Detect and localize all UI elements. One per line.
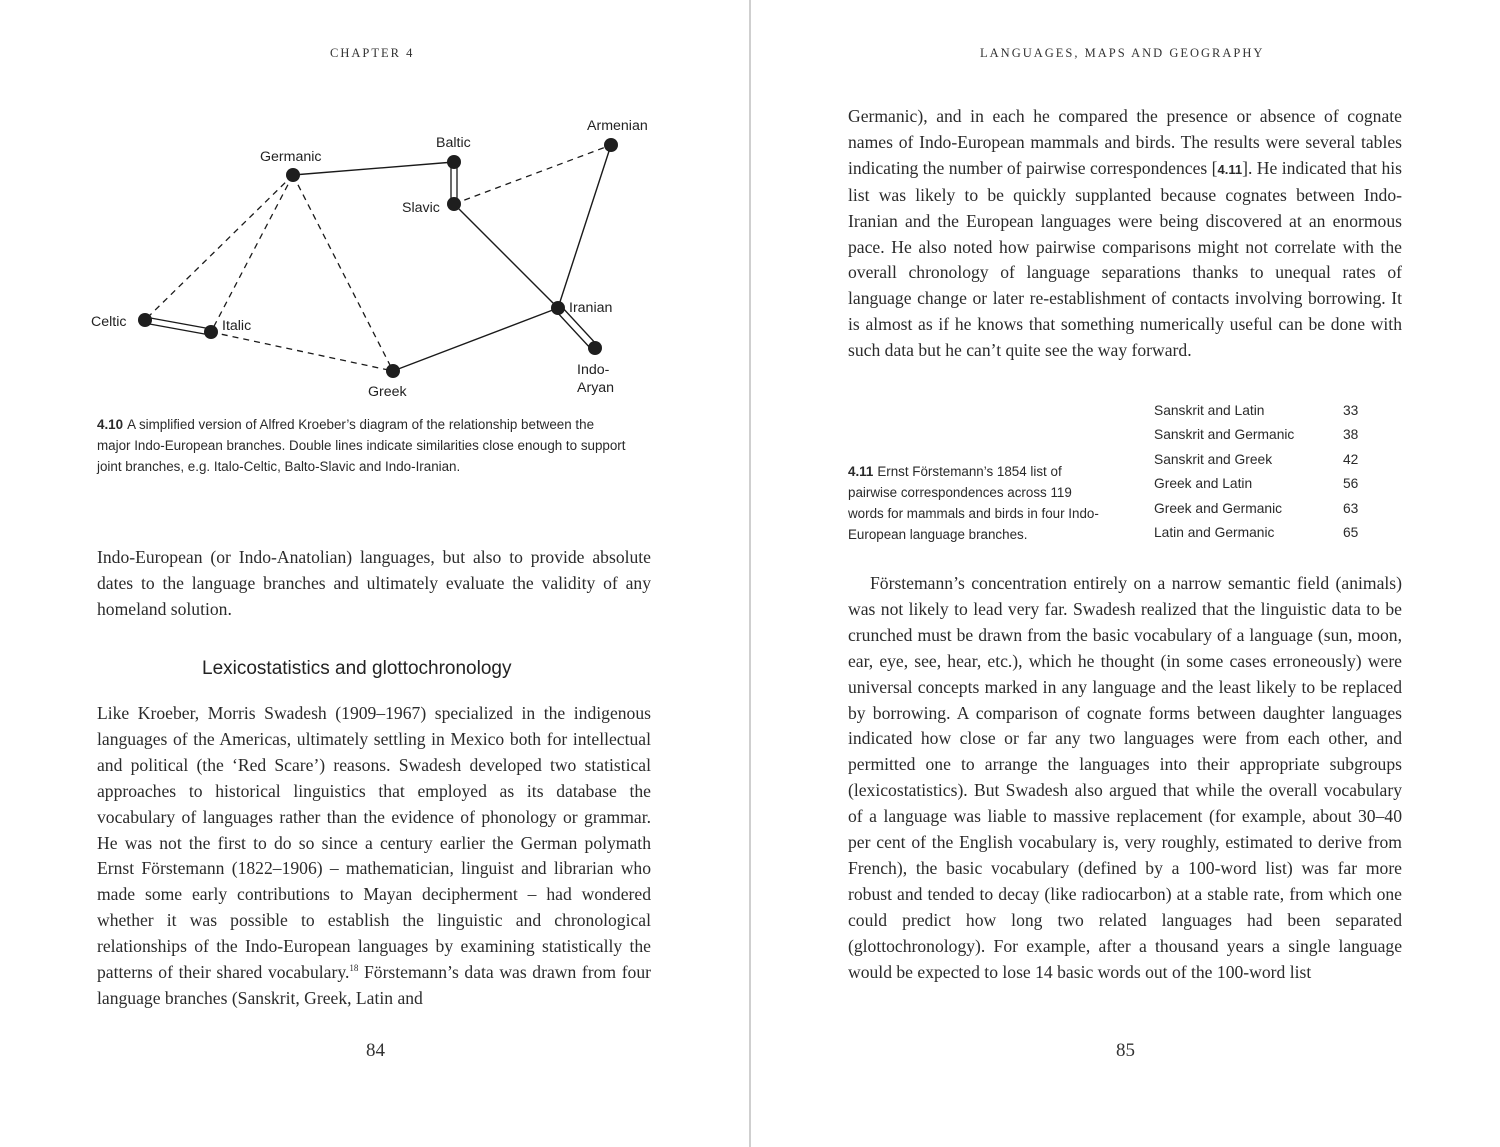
table-row: [1154, 423, 1373, 448]
paragraph-text-part: Förstemann’s data was drawn from four language branches (Sanskrit, Greek, Latin and: [97, 962, 651, 1008]
correspondence-table: [1154, 398, 1373, 545]
label-indo-aryan-2: Aryan: [577, 380, 615, 396]
paragraph-text: Indo-European (or Indo-Anatolian) languages, but also to provide absolute dates to the language branches and ultimately evaluate the validity of any homeland solution.: [97, 547, 651, 619]
node-indo-aryan: [588, 341, 602, 355]
table-cell-count: 56: [1343, 476, 1359, 492]
figure-caption-text: Ernst Förstemann’s 1854 list of pairwise correspondences across 119 words for mammals and birds in four Indo-European language branches.: [848, 464, 1099, 542]
label-slavic: Slavic: [402, 200, 440, 216]
table-cell-count: 33: [1343, 402, 1359, 418]
left-page: [0, 0, 749, 1147]
node-celtic: [138, 313, 152, 327]
node-iranian: [551, 301, 565, 315]
figure-number: 4.11: [848, 464, 874, 479]
running-head: LANGUAGES, MAPS AND GEOGRAPHY: [980, 46, 1265, 60]
paragraph-text: Förstemann’s concentration entirely on a narrow semantic field (animals) was not likely to lead very far. Swadesh realized that the linguistic data to be crunched must be drawn from the basic vocabulary of a language (sun, moon, ear, eye, see, hear, etc.), which he thought (in some cases erroneously) were universal concepts marked in any language and the least likely to be replaced by borrowing. A comparison of cognate forms between daughter languages indicated how close or far any two languages were from each other, and permitted one to arrange the languages into their appropriate subgroups (lexicostatistics). But Swadesh also argued that while the overall vocabulary of a language was liable to massive replacement (for example, about 30–40 per cent of the English vocabulary is, very roughly, estimated to derive from French), the basic vocabulary (defined by a 100-word list) was far more robust and tended to decay (like radiocarbon) at a stable rate, from which one could predict how long two related languages had been separated (glottochronology). For example, after a thousand years a single language would be expected to lose 14 basic words out of the 100-word list: [848, 573, 1402, 982]
paragraph: [97, 701, 651, 1012]
table-cell-pair: Latin and Germanic: [1154, 525, 1275, 541]
table-cell-pair: Sanskrit and Greek: [1154, 451, 1273, 467]
node-greek: [386, 364, 400, 378]
link-slavic-armenian: [454, 145, 611, 204]
link-celtic-italic-b: [144, 323, 210, 335]
table-row: [1154, 496, 1373, 521]
node-slavic: [447, 197, 461, 211]
figure-caption-text: A simplified version of Alfred Kroeber’s diagram of the relationship between the major Indo-European branches. Double lines indicate similarities close enough to support joint branches, e.g. Italo-Celtic, Balto-Slavic and Indo-Iranian.: [97, 417, 626, 474]
node-armenian: [604, 138, 618, 152]
label-armenian: Armenian: [587, 118, 648, 134]
node-italic: [204, 325, 218, 339]
link-germanic-italic: [211, 175, 293, 332]
paragraph: [97, 545, 651, 623]
table-cell-count: 63: [1343, 500, 1359, 516]
table-cell-pair: Greek and Germanic: [1154, 500, 1283, 516]
footnote-reference: 18: [349, 963, 359, 974]
label-italic: Italic: [222, 318, 252, 334]
link-iranian-greek: [393, 308, 558, 371]
table-row: [1154, 521, 1373, 546]
figure-reference: 4.11: [1217, 161, 1243, 177]
section-heading: Lexicostatistics and glottochronology: [202, 658, 512, 679]
paragraph-text-part: Germanic), and in each he compared the presence or absence of cognate names of Indo-European mammals and birds. The results were several tables indicating the number of pairwise correspondences [: [848, 106, 1402, 178]
link-italic-greek: [211, 332, 393, 371]
paragraph-text-part: Like Kroeber, Morris Swadesh (1909–1967) specialized in the indigenous languages of the Americas, ultimately settling in Mexico both for intellectual and political (the ‘Red Scare’) reasons. Swadesh developed two statistical approaches to historical linguistics that employed as its database the vocabulary of languages rather than the evidence of phonology or grammar. He was not the first to do so since a century earlier the German polymath Ernst Förstemann (1822–1906) – mathematician, linguist and librarian who made some early contributions to Mayan decipherment – had wondered whether it was possible to establish the linguistic and chronological relationships of the Indo-European languages by examining statistically the patterns of their shared vocabulary.: [97, 703, 651, 983]
link-germanic-celtic: [145, 175, 293, 320]
node-germanic: [286, 168, 300, 182]
table-cell-pair: Greek and Latin: [1154, 476, 1253, 492]
running-head: CHAPTER 4: [330, 46, 415, 60]
label-iranian: Iranian: [569, 300, 613, 316]
label-germanic: Germanic: [260, 149, 322, 165]
paragraph: [848, 104, 1402, 364]
paragraph-text-part: ]. He indicated that his list was likely to be quickly supplanted because cognates between Indo-Iranian and the European languages were being discovered at an enormous pace. He also noted how pairwise comparisons might not correlate with the overall chronology of language separations thanks to unequal rates of language change or later re-establishment of contacts involving borrowing. It is almost as if he knows that something numerically useful can be done with such data but he can’t quite see the way forward.: [848, 157, 1403, 361]
figure-caption: [97, 414, 627, 477]
table-cell-count: 65: [1343, 525, 1359, 541]
node-baltic: [447, 155, 461, 169]
link-germanic-greek: [293, 175, 393, 371]
table-row: [1154, 472, 1373, 497]
page-number: 85: [1116, 1040, 1135, 1061]
paragraph-text: [97, 701, 651, 1012]
page-number: 84: [366, 1040, 385, 1061]
link-slavic-iranian: [454, 204, 558, 308]
table-cell-pair: Sanskrit and Germanic: [1154, 427, 1295, 443]
label-greek: Greek: [368, 384, 407, 400]
link-armenian-iranian: [558, 145, 611, 308]
right-page: [751, 0, 1500, 1147]
link-celtic-italic-a: [145, 317, 211, 329]
table-row: [1154, 447, 1373, 472]
table-row: [1154, 398, 1373, 423]
paragraph-text: [848, 104, 1402, 364]
figure-number: 4.10: [97, 417, 124, 432]
link-iranian-indoaryan-a: [555, 310, 592, 350]
table-cell-count: 42: [1343, 451, 1359, 467]
label-baltic: Baltic: [436, 135, 471, 151]
table-cell-count: 38: [1343, 427, 1359, 443]
figure-caption: [848, 461, 1108, 545]
label-celtic: Celtic: [91, 314, 127, 330]
label-indo-aryan-1: Indo-: [577, 362, 610, 378]
table-cell-pair: Sanskrit and Latin: [1154, 402, 1265, 418]
paragraph: [848, 571, 1402, 986]
branch-relationship-diagram: [80, 100, 680, 410]
